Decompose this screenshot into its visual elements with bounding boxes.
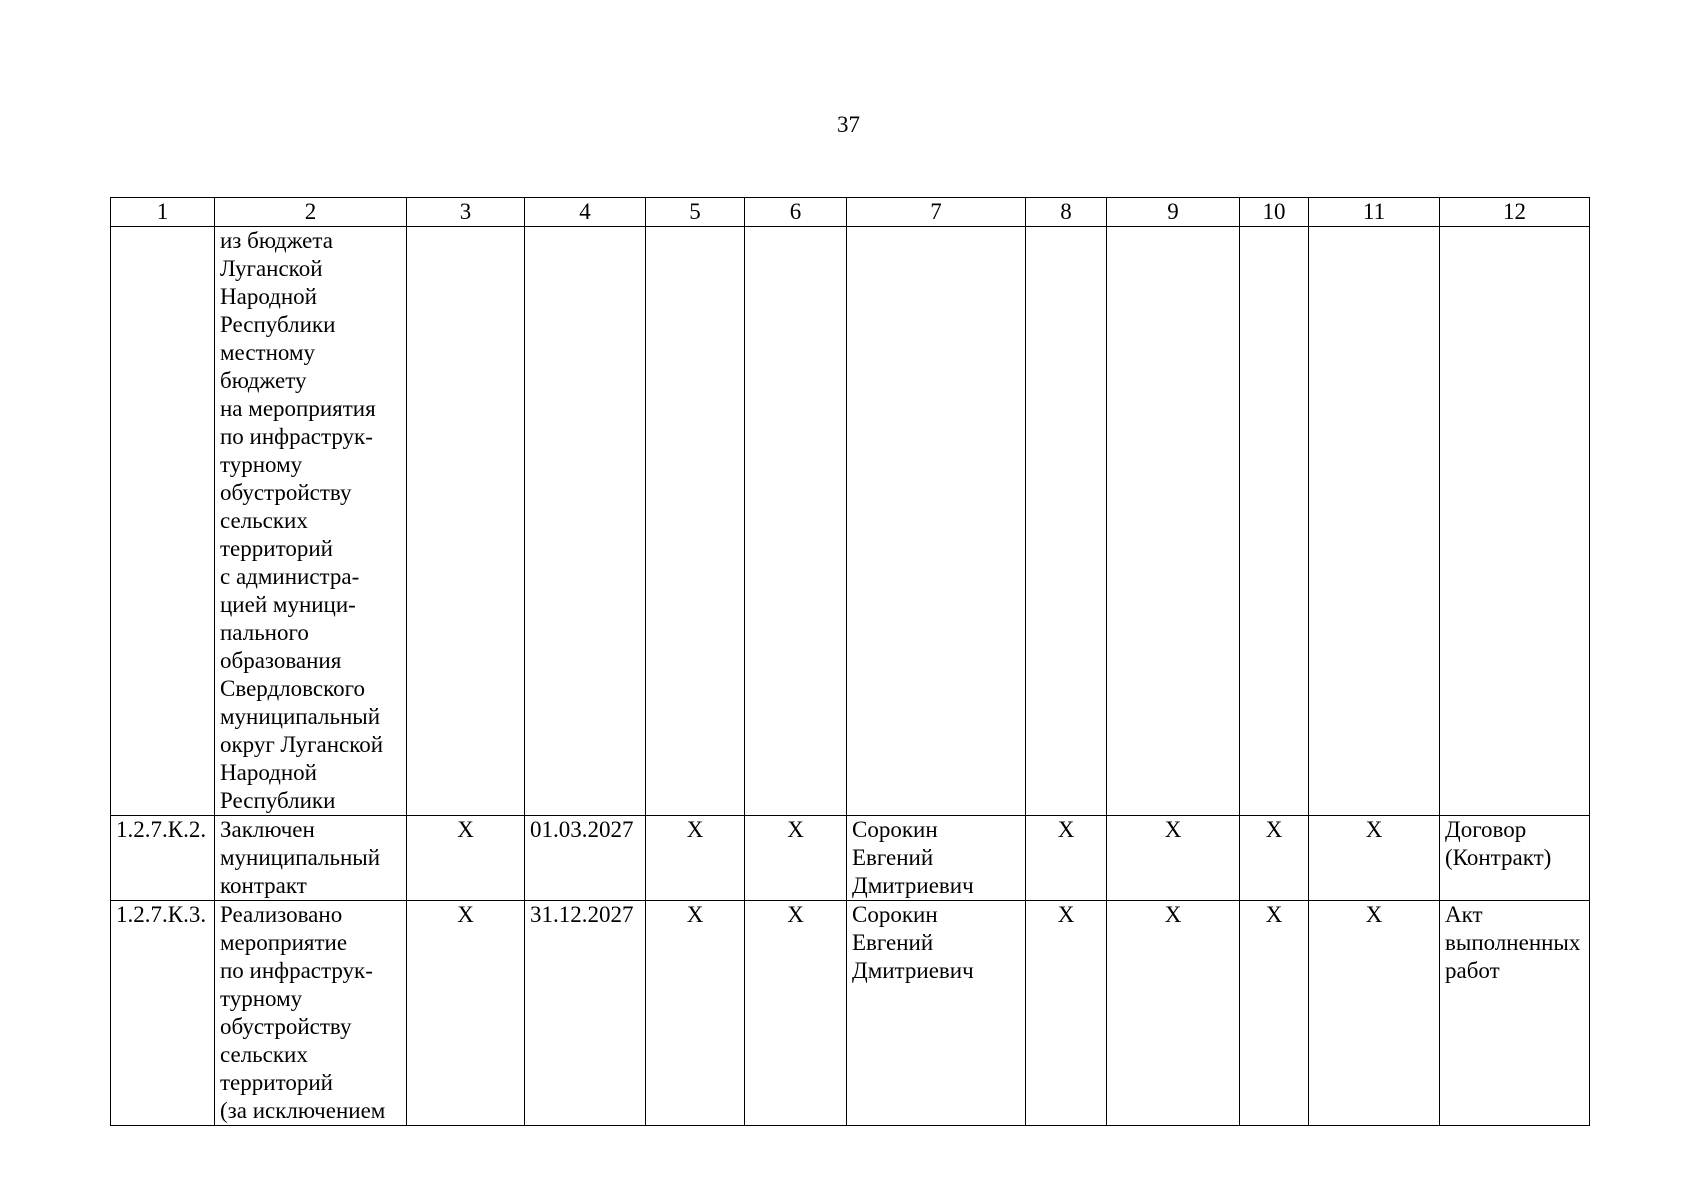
cell-col3 <box>407 227 525 816</box>
cell-text-line: территорий <box>220 1070 333 1095</box>
header-cell: 2 <box>215 198 407 227</box>
cell-text-line: Луганской <box>220 256 323 281</box>
cell-text-line: работ <box>1445 958 1500 983</box>
cell-text-line: Республики <box>220 312 336 337</box>
cell-col9 <box>1107 227 1240 816</box>
cell-text-line: Народной <box>220 284 317 309</box>
cell-text-line: Дмитриевич <box>852 958 974 983</box>
plan-table <box>110 197 1590 1126</box>
cell-responsible <box>847 227 1026 816</box>
cell-col8 <box>1026 227 1107 816</box>
cell-text-line: (Контракт) <box>1445 845 1552 870</box>
cell-text-line: Реализовано <box>220 902 343 927</box>
cell-text-line: сельских <box>220 1042 308 1067</box>
header-cell: 12 <box>1440 198 1590 227</box>
cell-responsible <box>847 816 1026 901</box>
cell-date: 01.03.2027 <box>525 816 646 901</box>
cell-text-line: Евгений <box>852 930 934 955</box>
table-header-row <box>111 198 1590 227</box>
cell-col5: X <box>646 901 745 1126</box>
header-cell: 1 <box>111 198 215 227</box>
cell-col10 <box>1240 227 1309 816</box>
cell-col10: X <box>1240 901 1309 1126</box>
header-cell: 9 <box>1107 198 1240 227</box>
cell-item-code: 1.2.7.К.3. <box>111 901 215 1126</box>
cell-col10: X <box>1240 816 1309 901</box>
cell-text-line: Республики <box>220 788 336 813</box>
cell-col5 <box>646 227 745 816</box>
cell-col8: X <box>1026 816 1107 901</box>
cell-text-line: сельских <box>220 508 308 533</box>
cell-text-line: (за исключением <box>220 1098 386 1123</box>
cell-text-line: Договор <box>1445 817 1527 842</box>
cell-date <box>525 227 646 816</box>
cell-text-line: бюджету <box>220 368 307 393</box>
cell-responsible <box>847 901 1026 1126</box>
cell-text-line: округ Луганской <box>220 732 384 757</box>
cell-col8: X <box>1026 901 1107 1126</box>
header-cell: 3 <box>407 198 525 227</box>
header-cell: 5 <box>646 198 745 227</box>
table-row <box>111 901 1590 1126</box>
cell-text-line: Сорокин <box>852 817 938 842</box>
cell-text-line: Свердловского <box>220 676 365 701</box>
cell-text-line: с администра- <box>220 564 360 589</box>
cell-text-line: цией муници- <box>220 592 356 617</box>
cell-description <box>215 816 407 901</box>
cell-col11: X <box>1309 901 1440 1126</box>
table-row <box>111 227 1590 816</box>
cell-col6: X <box>745 816 847 901</box>
cell-document <box>1440 901 1590 1126</box>
cell-text-line: Народной <box>220 760 317 785</box>
cell-text-line: Евгений <box>852 845 934 870</box>
cell-date: 31.12.2027 <box>525 901 646 1126</box>
cell-text-line: мероприятие <box>220 930 348 955</box>
cell-description <box>215 901 407 1126</box>
cell-document <box>1440 227 1590 816</box>
cell-item-code <box>111 227 215 816</box>
header-cell: 10 <box>1240 198 1309 227</box>
cell-text-line: Дмитриевич <box>852 873 974 898</box>
cell-text-line: пального <box>220 620 309 645</box>
cell-text-line: из бюджета <box>220 228 333 253</box>
cell-item-code: 1.2.7.К.2. <box>111 816 215 901</box>
cell-col3: X <box>407 816 525 901</box>
cell-text-line: обустройству <box>220 1014 352 1039</box>
page-number: 37 <box>837 112 860 137</box>
cell-col3: X <box>407 901 525 1126</box>
cell-text-line: обустройству <box>220 480 352 505</box>
cell-col11 <box>1309 227 1440 816</box>
cell-col11: X <box>1309 816 1440 901</box>
header-cell: 8 <box>1026 198 1107 227</box>
cell-text-line: Акт <box>1445 902 1483 927</box>
cell-text-line: Заключен <box>220 817 315 842</box>
cell-text-line: территорий <box>220 536 333 561</box>
cell-col6: X <box>745 901 847 1126</box>
table-row <box>111 816 1590 901</box>
cell-col5: X <box>646 816 745 901</box>
header-cell: 7 <box>847 198 1026 227</box>
cell-text-line: муниципальный <box>220 704 381 729</box>
cell-text-line: турному <box>220 452 303 477</box>
cell-col6 <box>745 227 847 816</box>
cell-text-line: местному <box>220 340 316 365</box>
cell-text-line: турному <box>220 986 303 1011</box>
cell-text-line: контракт <box>220 873 307 898</box>
cell-text-line: муниципальный <box>220 845 381 870</box>
header-cell: 11 <box>1309 198 1440 227</box>
header-cell: 6 <box>745 198 847 227</box>
cell-text-line: выполненных <box>1445 930 1581 955</box>
cell-description <box>215 227 407 816</box>
cell-document <box>1440 816 1590 901</box>
cell-col9: X <box>1107 901 1240 1126</box>
cell-text-line: Сорокин <box>852 902 938 927</box>
cell-text-line: на мероприятия <box>220 396 376 421</box>
cell-col9: X <box>1107 816 1240 901</box>
header-cell: 4 <box>525 198 646 227</box>
cell-text-line: по инфраструк- <box>220 958 373 983</box>
cell-text-line: образования <box>220 648 342 673</box>
cell-text-line: по инфраструк- <box>220 424 373 449</box>
